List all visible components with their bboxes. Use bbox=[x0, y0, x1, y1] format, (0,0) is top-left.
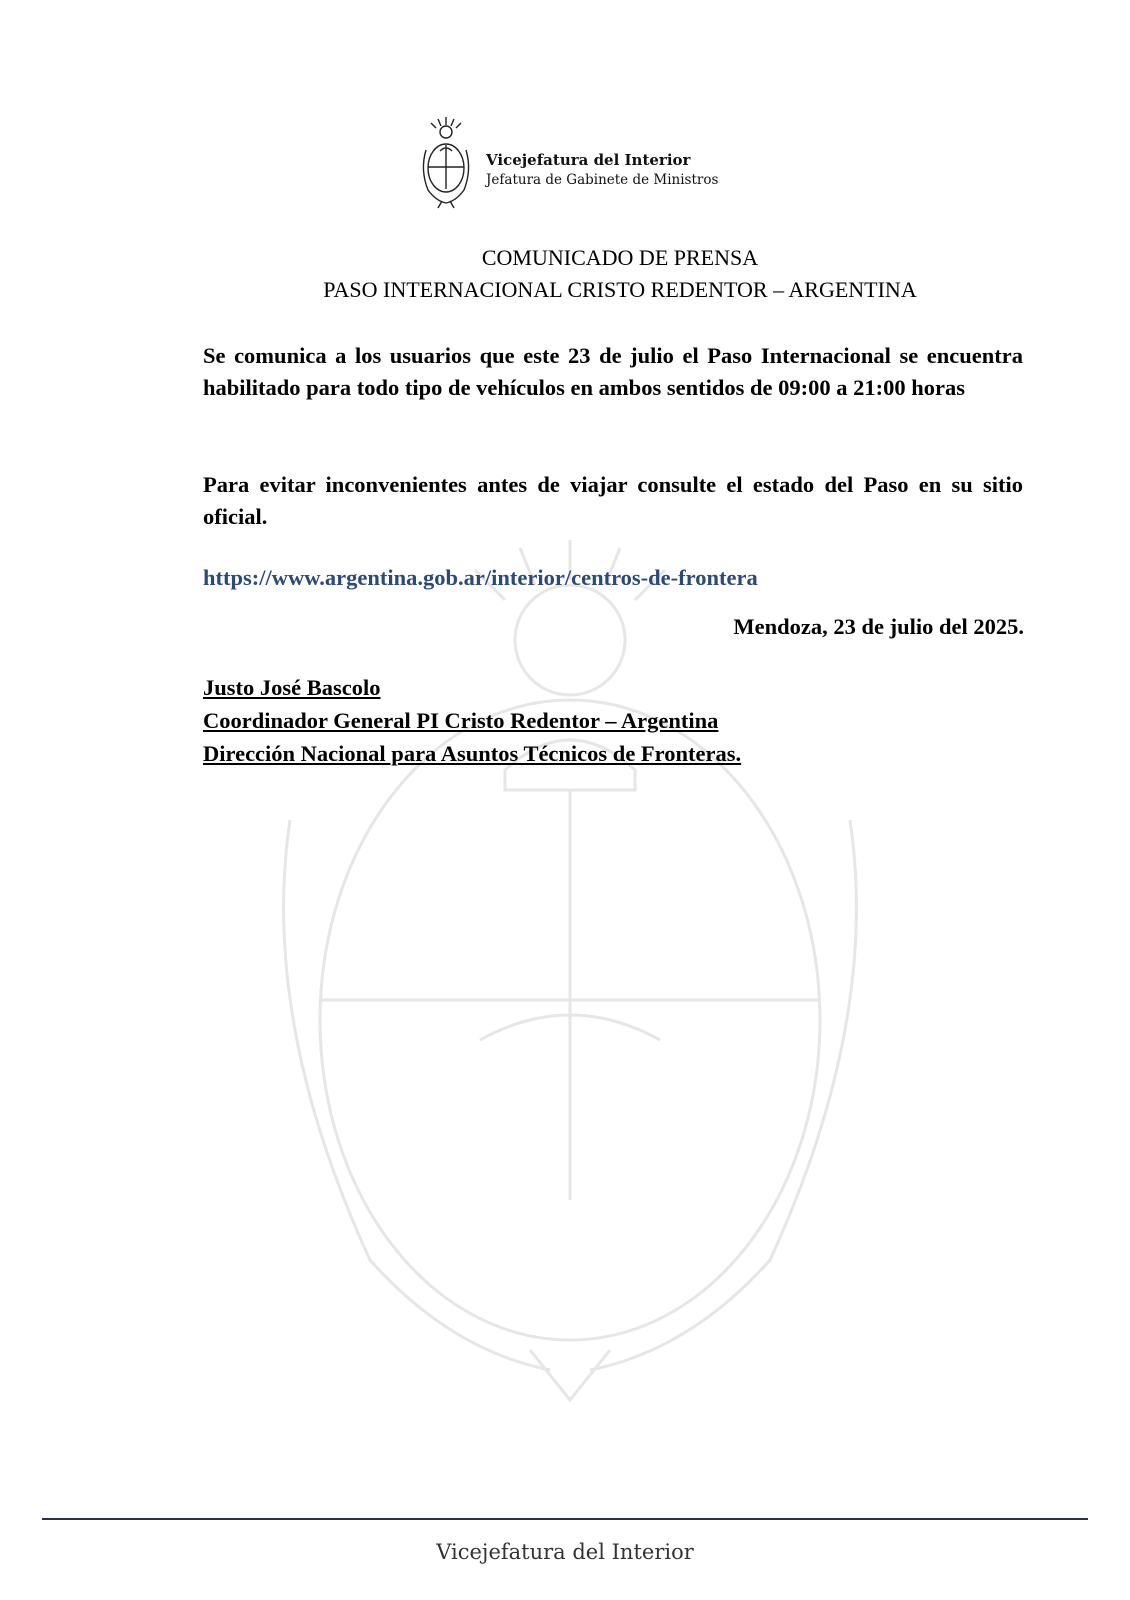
advice-paragraph: Para evitar inconvenientes antes de viajar consulte el estado del Paso en su sitio oficial. bbox=[203, 472, 1023, 529]
watermark-sun bbox=[515, 585, 625, 695]
header-title: Vicejefatura del Interior bbox=[486, 151, 691, 169]
footer-text: Vicejefatura del Interior bbox=[436, 1540, 694, 1564]
emblem-laurel-left bbox=[423, 150, 446, 203]
watermark-laurel-right bbox=[590, 820, 856, 1370]
watermark-ribbon bbox=[530, 1350, 610, 1400]
watermark-emblem-icon bbox=[250, 520, 890, 1420]
letterhead bbox=[418, 115, 738, 215]
document-subtitle: PASO INTERNACIONAL CRISTO REDENTOR – ARGENTINA bbox=[323, 277, 917, 302]
footer-divider bbox=[42, 1518, 1088, 1520]
emblem-ribbon bbox=[438, 201, 454, 208]
place-and-date: Mendoza, 23 de julio del 2025. bbox=[733, 614, 1024, 639]
signature-name: Justo José Bascolo bbox=[203, 675, 381, 700]
document-title: COMUNICADO DE PRENSA bbox=[481, 245, 759, 270]
watermark-laurel-left bbox=[284, 820, 550, 1370]
header-subtitle: Jefatura de Gabinete de Ministros bbox=[486, 172, 719, 188]
official-site-link[interactable]: https://www.argentina.gob.ar/interior/centros-de-frontera bbox=[203, 565, 758, 590]
signature-department: Dirección Nacional para Asuntos Técnicos de Fronteras. bbox=[203, 741, 742, 766]
signature-role: Coordinador General PI Cristo Redentor – Argentina bbox=[203, 708, 719, 733]
announcement-paragraph: Se comunica a los usuarios que este 23 de julio el Paso Internacional se encuentra habilitado para todo tipo de vehículos en ambos sentidos de 09:00 a 21:00 horas bbox=[203, 343, 1023, 400]
coat-of-arms-icon bbox=[418, 115, 474, 210]
emblem-laurel-right bbox=[446, 150, 469, 203]
emblem-sun bbox=[440, 126, 452, 138]
